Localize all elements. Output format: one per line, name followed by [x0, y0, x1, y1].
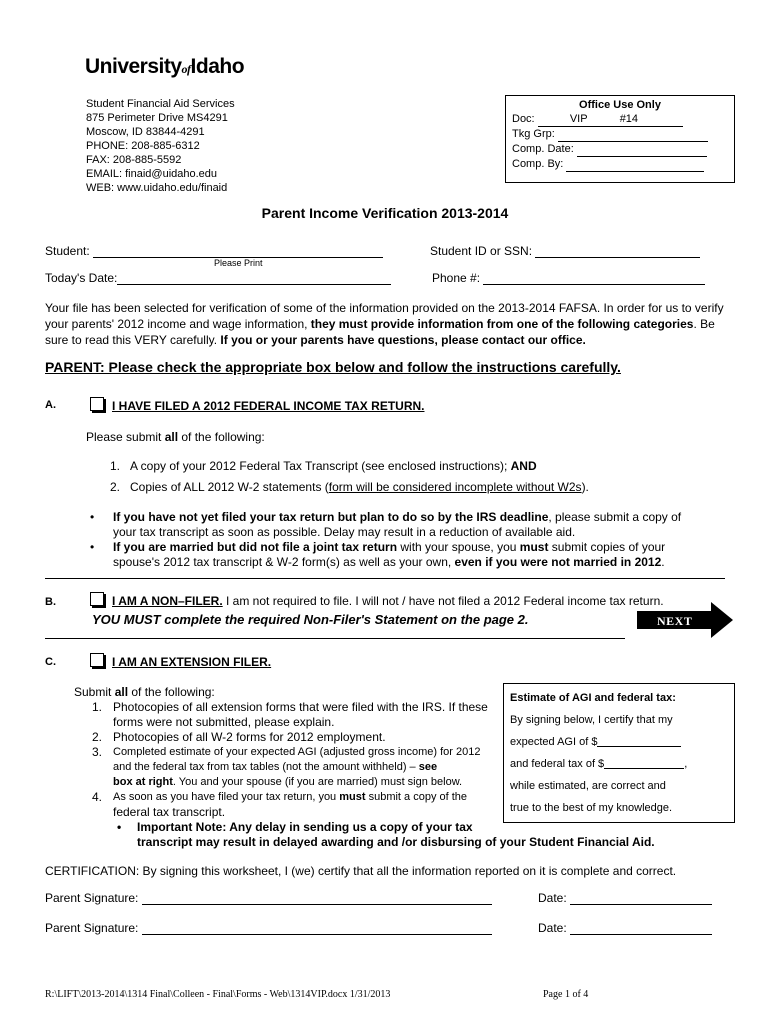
section-c-item-2: 2. Photocopies of all W-2 forms for 2012 employment.: [92, 730, 386, 744]
expected-agi-field[interactable]: [597, 734, 681, 747]
section-b-letter: B.: [45, 596, 56, 608]
next-label: NEXT: [657, 614, 693, 628]
page-title: Parent Income Verification 2013-2014: [261, 205, 509, 221]
address-line: Moscow, ID 83844-4291: [86, 126, 205, 138]
parent-signature-row-2: Parent Signature:: [45, 921, 492, 935]
section-a-letter: A.: [45, 399, 56, 411]
non-filer-instruction: YOU MUST complete the required Non-Filer's Statement on the page 2.: [92, 612, 529, 627]
section-c-item-3: 3. Completed estimate of your expected AGI (adjusted gross income) for 2012 and the federal tax from tax tables (not the amount withheld) – see box at right. You and your spouse (if you are married) must sign below.: [92, 745, 481, 788]
tkg-field[interactable]: [558, 127, 708, 142]
estimate-tax-row: and federal tax of $ ,: [510, 758, 688, 770]
section-a-item-2: 2. Copies of ALL 2012 W-2 statements (form will be considered incomplete without W2s).: [110, 480, 589, 494]
important-note: • Important Note: Any delay in sending us a copy of your tax transcript may result in delayed awarding and /or disbursing of your Student Financial Aid.: [117, 820, 655, 849]
comp-by-row: Comp. By:: [512, 157, 728, 172]
section-divider: [45, 638, 625, 639]
section-c-item-1: 1. Photocopies of all extension forms that were filed with the IRS. If these forms were not submitted, please explain.: [92, 700, 488, 729]
phone-row: Phone #:: [432, 271, 705, 285]
address-line: 875 Perimeter Drive MS4291: [86, 112, 228, 124]
footer-page-number: Page 1 of 4: [543, 989, 589, 1000]
parent-signature-field-1[interactable]: [142, 891, 492, 905]
signature-date-field-2[interactable]: [570, 921, 712, 935]
doc-field[interactable]: VIP #14: [538, 112, 683, 127]
estimate-line: By signing below, I certify that my: [510, 714, 673, 726]
office-use-box: [505, 95, 735, 183]
student-id-row: Student ID or SSN:: [430, 244, 700, 258]
section-c-heading: I AM AN EXTENSION FILER.: [90, 653, 271, 669]
parent-signature-row-1: Parent Signature:: [45, 891, 492, 905]
student-row: Student:: [45, 244, 383, 258]
estimate-line: true to the best of my knowledge.: [510, 802, 673, 814]
doc-row: Doc: VIP #14: [512, 112, 728, 127]
comp-date-field[interactable]: [577, 142, 707, 157]
section-b-heading: I AM A NON–FILER. I am not required to file. I will not / have not filed a 2012 Federal income tax return.: [90, 592, 664, 608]
section-divider: [45, 578, 725, 579]
date-row-1: Date:: [538, 891, 712, 905]
address-line: PHONE: 208-885-6312: [86, 140, 200, 152]
address-line: Student Financial Aid Services: [86, 98, 235, 110]
address-line: FAX: 208-885-5592: [86, 154, 182, 166]
parent-signature-field-2[interactable]: [142, 921, 492, 935]
date-row-2: Date:: [538, 921, 712, 935]
comp-by-field[interactable]: [566, 157, 704, 172]
section-c-letter: C.: [45, 656, 56, 668]
checkbox-extension-filer[interactable]: [90, 653, 104, 667]
comp-date-row: Comp. Date:: [512, 142, 728, 157]
address-line: EMAIL: finaid@uidaho.edu: [86, 168, 218, 180]
date-row: Today's Date:: [45, 271, 391, 285]
estimate-agi-row: expected AGI of $: [510, 731, 728, 753]
section-c-item-4: 4. As soon as you have filed your tax return, you must submit a copy of the federal tax transcript.: [92, 790, 468, 819]
section-a-submit: Please submit all of the following:: [86, 430, 265, 444]
please-print-label: Please Print: [214, 258, 263, 268]
section-c-submit: Submit all of the following:: [74, 685, 215, 699]
todays-date-field[interactable]: [117, 271, 391, 285]
signature-date-field-1[interactable]: [570, 891, 712, 905]
phone-field[interactable]: [483, 271, 705, 285]
address-line: WEB: www.uidaho.edu/finaid: [86, 182, 228, 194]
section-a-heading: I HAVE FILED A 2012 FEDERAL INCOME TAX RETURN.: [90, 397, 424, 413]
tkg-row: Tkg Grp:: [512, 127, 728, 142]
intro-paragraph: Your file has been selected for verification of some of the information provided on the 2013-2014 FAFSA. In order for us to verify your parents' 2012 income and wage information, they must provide information from one of the following categories. Be sure to read this VERY carefully. If you or your parents have questions, please contact our office.: [45, 301, 724, 347]
checkbox-non-filer[interactable]: [90, 592, 104, 606]
checkbox-filed-return[interactable]: [90, 397, 104, 411]
section-a-bullet-2: • If you are married but did not file a joint tax return with your spouse, you must submit copies of your spouse's 2012 tax transcript & W-2 form(s) as well as your own, even if you were not married in 2012.: [90, 540, 666, 569]
student-name-field[interactable]: [93, 244, 383, 258]
estimate-title: Estimate of AGI and federal tax:: [510, 692, 676, 704]
office-address: [86, 97, 235, 195]
section-a-item-1: 1. A copy of your 2012 Federal Tax Transcript (see enclosed instructions); AND: [110, 459, 537, 473]
office-use-title: Office Use Only: [579, 99, 661, 111]
section-a-bullet-1: • If you have not yet filed your tax return but plan to do so by the IRS deadline, please submit a copy of your tax transcript as soon as possible. Delay may result in a reduction of available aid.: [90, 510, 682, 539]
student-id-field[interactable]: [535, 244, 700, 258]
agi-estimate-box: [503, 683, 735, 823]
university-logo: UniversityofIdaho: [85, 55, 245, 78]
certification-text: CERTIFICATION: By signing this worksheet, I (we) certify that all the information reported on it is complete and correct.: [45, 864, 677, 878]
parent-instructions-heading: PARENT: Please check the appropriate box below and follow the instructions carefully.: [45, 359, 621, 375]
estimate-line: while estimated, are correct and: [510, 780, 666, 792]
federal-tax-field[interactable]: [604, 756, 684, 769]
footer-file-path: R:\LIFT\2013-2014\1314 Final\Colleen - Final\Forms - Web\1314VIP.docx 1/31/2013: [45, 989, 391, 1000]
